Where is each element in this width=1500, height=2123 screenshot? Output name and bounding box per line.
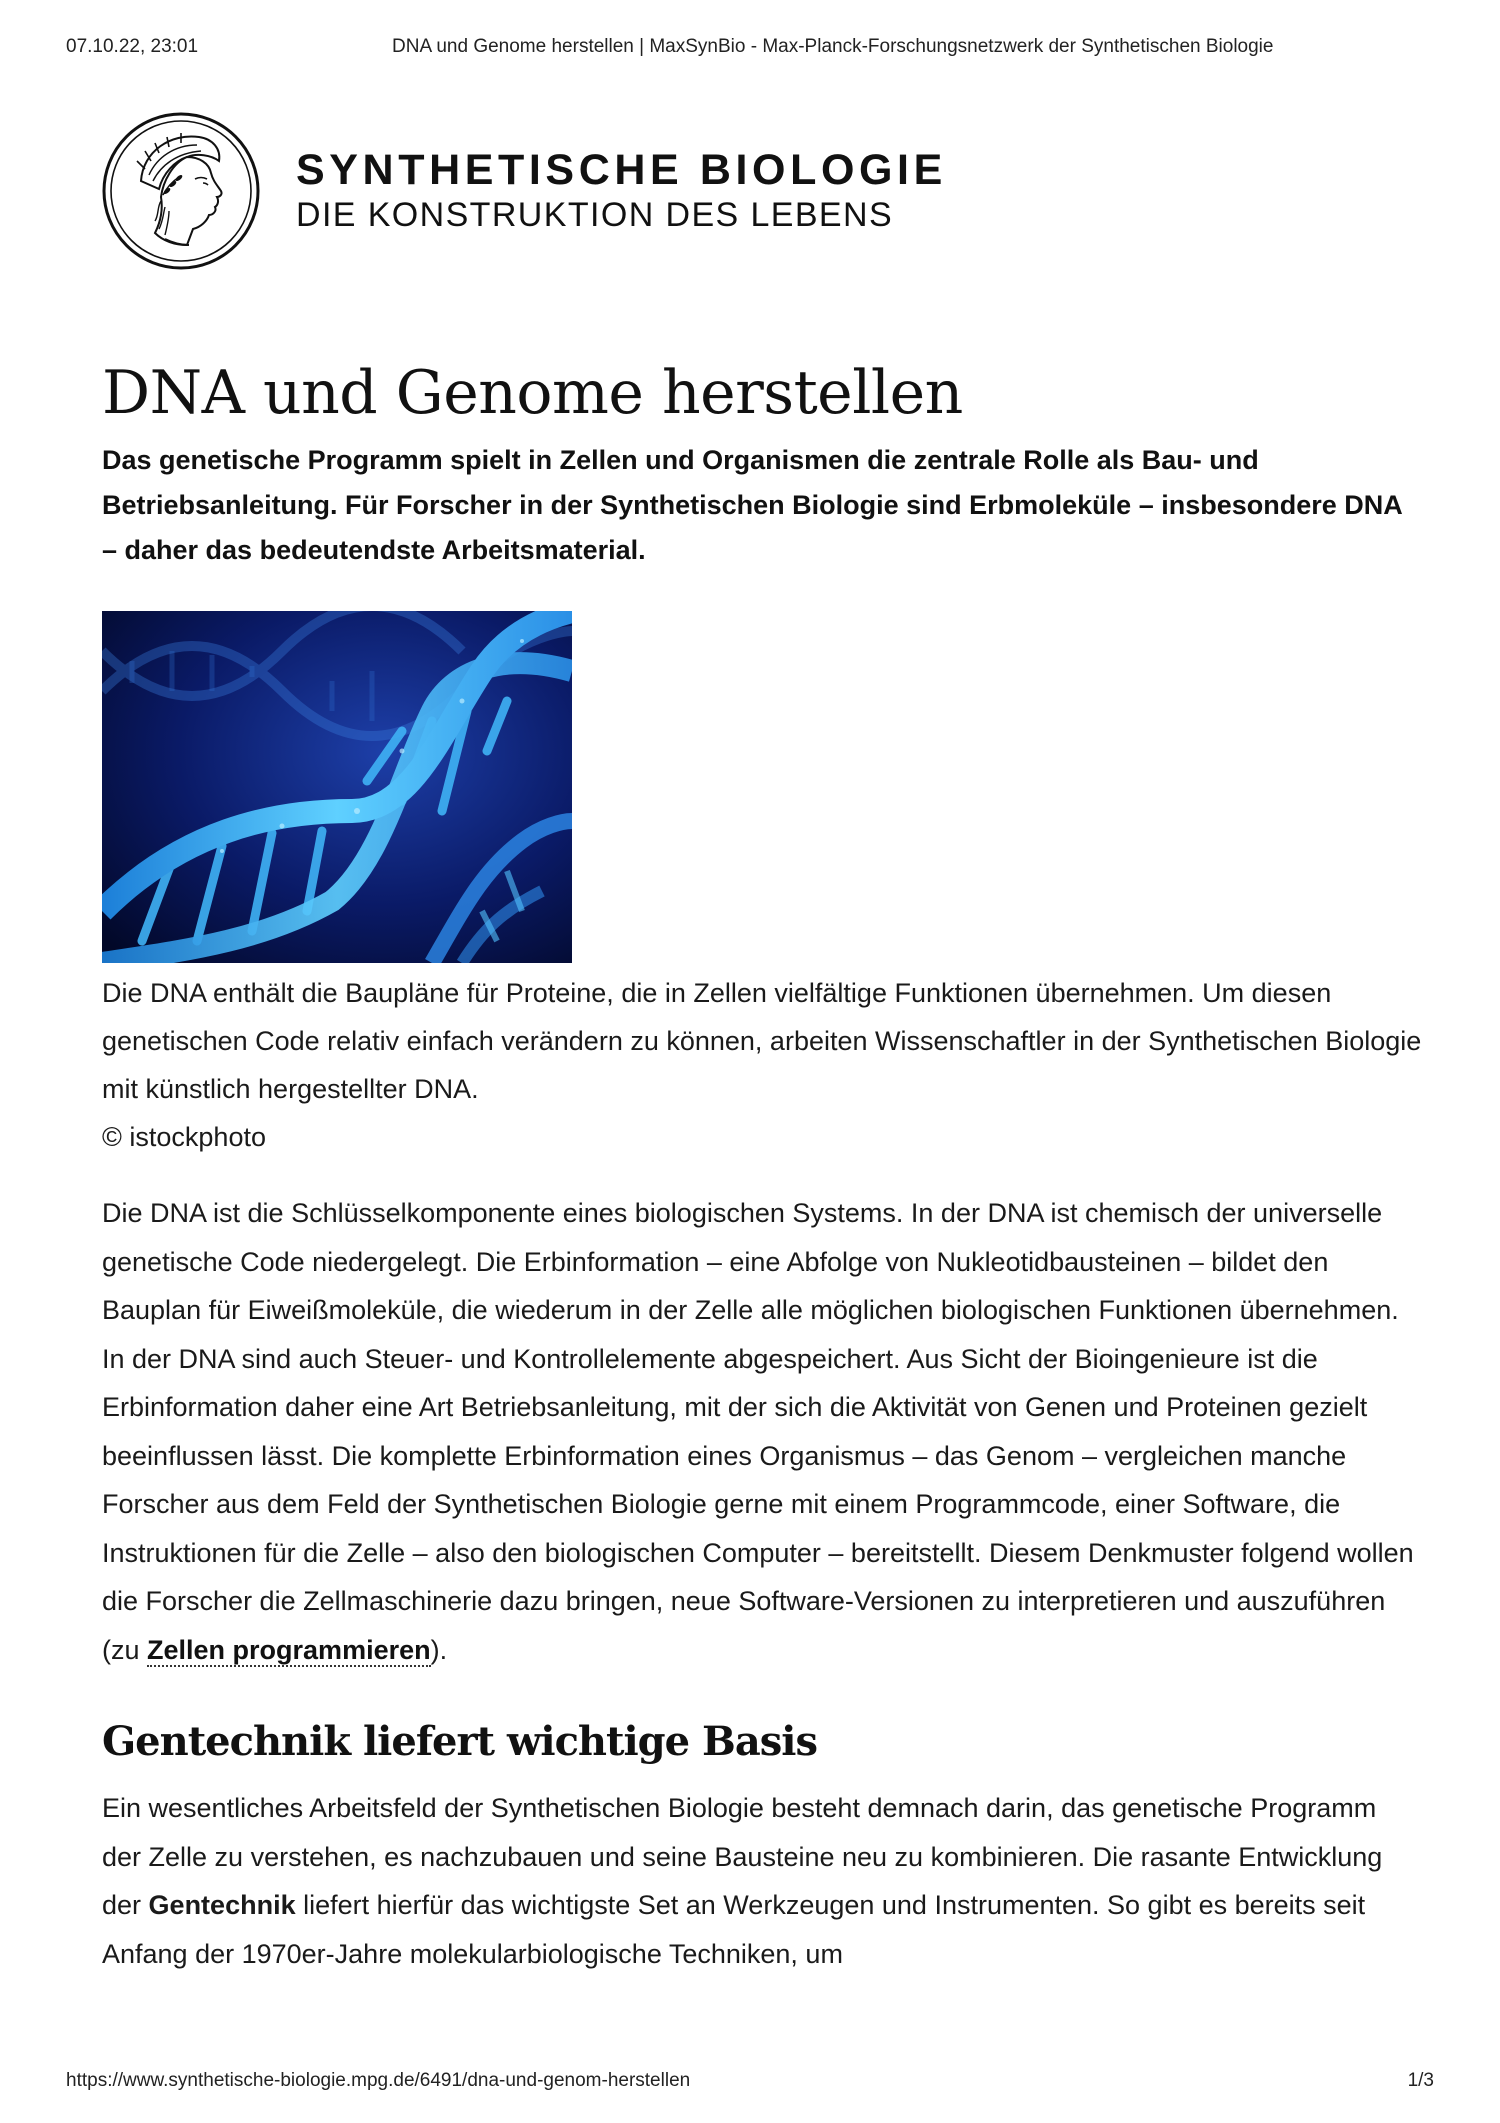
paragraph-text: Die DNA ist die Schlüsselkomponente eines biologischen Systems. In der DNA ist chemisch der universelle genetische Code niedergelegt. Die Erbinformation – eine Abfolge von Nukleotidbausteinen – bildet den Bauplan für Eiweißmoleküle, die wiederum in der Zelle alle möglichen biologischen Funktionen übernehmen. In der DNA sind auch Steuer- und Kontrollelemente abgespeichert. Aus Sicht der Bioingenieure ist die Erbinformation daher eine Art Betriebsanleitung, mit der sich die Aktivität von Genen und Proteinen gezielt beeinflussen lässt. Die komplette Erbinformation eines Organismus – das Genom – vergleichen manche Forscher aus dem Feld der Synthetischen Biologie gerne mit einem Programmcode, einer Software, die Instruktionen für die Zelle – also den biologischen Computer – bereitstellt. Diesem Denkmuster folgend wollen die Forscher die Zellmaschinerie dazu bringen, neue Software-Versionen zu interpretieren und auszuführen (zu	[102, 1198, 1414, 1665]
print-page-number: 1/3	[1407, 2070, 1434, 2091]
paragraph-text-end: ).	[430, 1634, 448, 1665]
print-datetime: 07.10.22, 23:01	[66, 36, 199, 57]
image-credit: © istockphoto	[102, 1122, 266, 1152]
minerva-seal-icon[interactable]	[101, 111, 261, 271]
article-paragraph	[102, 1784, 1422, 1978]
section-heading: Gentechnik liefert wichtige Basis	[102, 1718, 817, 1765]
print-header	[66, 36, 1434, 62]
print-page-title: DNA und Genome herstellen | MaxSynBio - Max-Planck-Forschungsnetzwerk der Synthetischen Biologie	[392, 36, 1274, 57]
paragraph-text-end: liefert hierfür das wichtigste Set an Werkzeugen und Instrumenten. So gibt es bereits seit Anfang der 1970er-Jahre molekularbiologische Techniken, um	[102, 1890, 1366, 1969]
dna-helix-image	[102, 611, 572, 963]
link-zellen-programmieren[interactable]: Zellen programmieren	[147, 1634, 431, 1665]
site-brand-title[interactable]: SYNTHETISCHE BIOLOGIE	[296, 146, 947, 194]
article-paragraph	[102, 1189, 1422, 1674]
article	[102, 350, 1422, 1978]
image-caption: Die DNA enthält die Baupläne für Proteine, die in Zellen vielfältige Funktionen übernehmen. Um diesen genetischen Code relativ einfach verändern zu können, arbeiten Wissenschaftler in der Synthetischen Biologie mit künstlich hergestellter DNA.	[102, 978, 1422, 1104]
site-brand-subtitle: DIE KONSTRUKTION DES LEBENS	[296, 196, 894, 234]
dna-helix-illustration	[102, 611, 572, 963]
print-footer	[66, 2070, 1434, 2096]
print-url: https://www.synthetische-biologie.mpg.de/6491/dna-und-genom-herstellen	[66, 2070, 691, 2091]
article-lead: Das genetische Programm spielt in Zellen und Organismen die zentrale Rolle als Bau- und Betriebsanleitung. Für Forscher in der Synthetischen Biologie sind Erbmoleküle – insbesondere DNA – daher das bedeutendste Arbeitsmaterial.	[102, 445, 1402, 565]
paragraph-text: Ein wesentliches Arbeitsfeld der Synthetischen Biologie besteht demnach darin, das genetische Programm der Zelle zu verstehen, es nachzubauen und seine Bausteine neu zu kombinieren. Die rasante Entwicklung der	[102, 1793, 1383, 1920]
gentechnik-term: Gentechnik	[148, 1890, 296, 1920]
page-title: DNA und Genome herstellen	[102, 358, 963, 428]
